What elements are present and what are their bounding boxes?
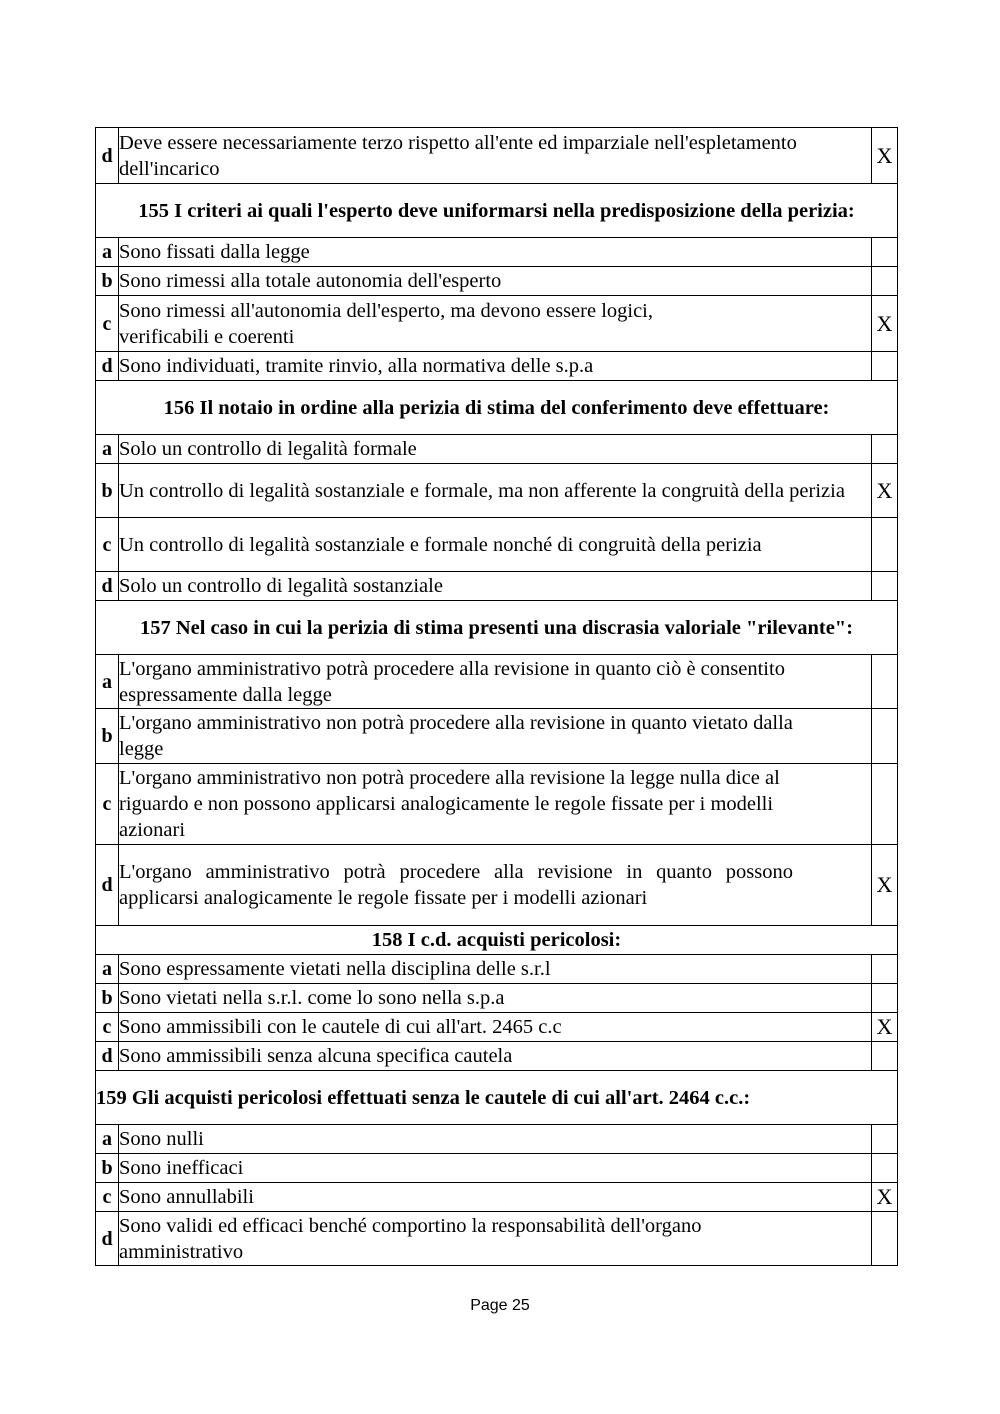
option-text: Sono rimessi all'autonomia dell'esperto, ma devono essere logici, verificabili e coerenti bbox=[119, 296, 872, 352]
answer-row bbox=[96, 1183, 898, 1212]
correct-mark bbox=[872, 435, 898, 464]
option-letter: b bbox=[96, 709, 119, 764]
correct-mark bbox=[872, 1042, 898, 1071]
correct-mark bbox=[872, 1154, 898, 1183]
correct-mark: X bbox=[872, 1013, 898, 1042]
option-letter: a bbox=[96, 1125, 119, 1154]
answer-row bbox=[96, 1042, 898, 1071]
correct-mark: X bbox=[872, 128, 898, 184]
option-letter: a bbox=[96, 655, 119, 709]
answer-row bbox=[96, 464, 898, 518]
correct-mark bbox=[872, 267, 898, 296]
option-letter: c bbox=[96, 518, 119, 572]
correct-mark: X bbox=[872, 296, 898, 352]
question-text: 158 I c.d. acquisti pericolosi: bbox=[96, 926, 898, 955]
answer-row bbox=[96, 352, 898, 381]
correct-mark bbox=[872, 1125, 898, 1154]
answer-row bbox=[96, 1154, 898, 1183]
option-letter: a bbox=[96, 435, 119, 464]
option-text: Sono rimessi alla totale autonomia dell'esperto bbox=[119, 267, 872, 296]
answer-row bbox=[96, 984, 898, 1013]
option-text: Un controllo di legalità sostanziale e formale, ma non afferente la congruità della perizia bbox=[119, 464, 872, 518]
answer-row bbox=[96, 128, 898, 184]
page-number: Page 25 bbox=[470, 1297, 530, 1314]
option-letter: d bbox=[96, 1042, 119, 1071]
option-text: L'organo amministrativo potrà procedere alla revisione in quanto possono applicarsi analogicamente le regole fissate per i modelli azionari bbox=[119, 845, 872, 926]
correct-mark bbox=[872, 709, 898, 764]
option-letter: b bbox=[96, 464, 119, 518]
answer-row bbox=[96, 572, 898, 601]
option-letter: b bbox=[96, 267, 119, 296]
option-text: Solo un controllo di legalità formale bbox=[119, 435, 872, 464]
option-letter: d bbox=[96, 845, 119, 926]
answer-row bbox=[96, 1212, 898, 1266]
question-row bbox=[96, 184, 898, 238]
option-letter: d bbox=[96, 1212, 119, 1266]
correct-mark bbox=[872, 655, 898, 709]
option-letter: a bbox=[96, 955, 119, 984]
answer-row bbox=[96, 518, 898, 572]
correct-mark bbox=[872, 984, 898, 1013]
correct-mark bbox=[872, 238, 898, 267]
option-text: Sono vietati nella s.r.l. come lo sono nella s.p.a bbox=[119, 984, 872, 1013]
correct-mark bbox=[872, 1212, 898, 1266]
option-letter: a bbox=[96, 238, 119, 267]
answer-row bbox=[96, 238, 898, 267]
option-text: L'organo amministrativo potrà procedere alla revisione in quanto ciò è consentito espressamente dalla legge bbox=[119, 655, 872, 709]
correct-mark bbox=[872, 764, 898, 845]
correct-mark: X bbox=[872, 1183, 898, 1212]
option-text: Sono ammissibili con le cautele di cui all'art. 2465 c.c bbox=[119, 1013, 872, 1042]
answer-row bbox=[96, 955, 898, 984]
correct-mark: X bbox=[872, 845, 898, 926]
option-text: Sono individuati, tramite rinvio, alla normativa delle s.p.a bbox=[119, 352, 872, 381]
question-text: 159 Gli acquisti pericolosi effettuati senza le cautele di cui all'art. 2464 c.c.: bbox=[96, 1071, 898, 1125]
option-letter: d bbox=[96, 128, 119, 184]
question-row bbox=[96, 381, 898, 435]
answer-row bbox=[96, 764, 898, 845]
option-letter: b bbox=[96, 984, 119, 1013]
option-letter: c bbox=[96, 1183, 119, 1212]
correct-mark bbox=[872, 955, 898, 984]
answer-row bbox=[96, 267, 898, 296]
option-text: L'organo amministrativo non potrà procedere alla revisione in quanto vietato dalla legge bbox=[119, 709, 872, 764]
option-letter: c bbox=[96, 1013, 119, 1042]
correct-mark bbox=[872, 518, 898, 572]
correct-mark: X bbox=[872, 464, 898, 518]
question-text: 156 Il notaio in ordine alla perizia di stima del conferimento deve effettuare: bbox=[96, 381, 898, 435]
option-letter: c bbox=[96, 296, 119, 352]
answer-row bbox=[96, 296, 898, 352]
question-text: 155 I criteri ai quali l'esperto deve uniformarsi nella predisposizione della perizia: bbox=[96, 184, 898, 238]
quiz-table bbox=[95, 127, 898, 1266]
answer-row bbox=[96, 1013, 898, 1042]
question-row bbox=[96, 1071, 898, 1125]
option-text: Sono nulli bbox=[119, 1125, 872, 1154]
option-letter: d bbox=[96, 572, 119, 601]
option-text: Un controllo di legalità sostanziale e formale nonché di congruità della perizia bbox=[119, 518, 872, 572]
question-text: 157 Nel caso in cui la perizia di stima presenti una discrasia valoriale "rilevante": bbox=[96, 601, 898, 655]
option-text: Solo un controllo di legalità sostanziale bbox=[119, 572, 872, 601]
answer-row bbox=[96, 1125, 898, 1154]
question-row bbox=[96, 601, 898, 655]
question-row bbox=[96, 926, 898, 955]
answer-row bbox=[96, 435, 898, 464]
option-letter: c bbox=[96, 764, 119, 845]
option-text: Sono inefficaci bbox=[119, 1154, 872, 1183]
option-text: Sono espressamente vietati nella disciplina delle s.r.l bbox=[119, 955, 872, 984]
answer-row bbox=[96, 845, 898, 926]
option-text: Deve essere necessariamente terzo rispetto all'ente ed imparziale nell'espletamento dell'incarico bbox=[119, 128, 872, 184]
option-letter: b bbox=[96, 1154, 119, 1183]
option-text: L'organo amministrativo non potrà procedere alla revisione la legge nulla dice al riguardo e non possono applicarsi analogicamente le regole fissate per i modelli azionari bbox=[119, 764, 872, 845]
option-text: Sono validi ed efficaci benché comportino la responsabilità dell'organo amministrativo bbox=[119, 1212, 872, 1266]
answer-row bbox=[96, 655, 898, 709]
option-text: Sono annullabili bbox=[119, 1183, 872, 1212]
option-text: Sono fissati dalla legge bbox=[119, 238, 872, 267]
option-text: Sono ammissibili senza alcuna specifica cautela bbox=[119, 1042, 872, 1071]
correct-mark bbox=[872, 572, 898, 601]
option-letter: d bbox=[96, 352, 119, 381]
correct-mark bbox=[872, 352, 898, 381]
answer-row bbox=[96, 709, 898, 764]
